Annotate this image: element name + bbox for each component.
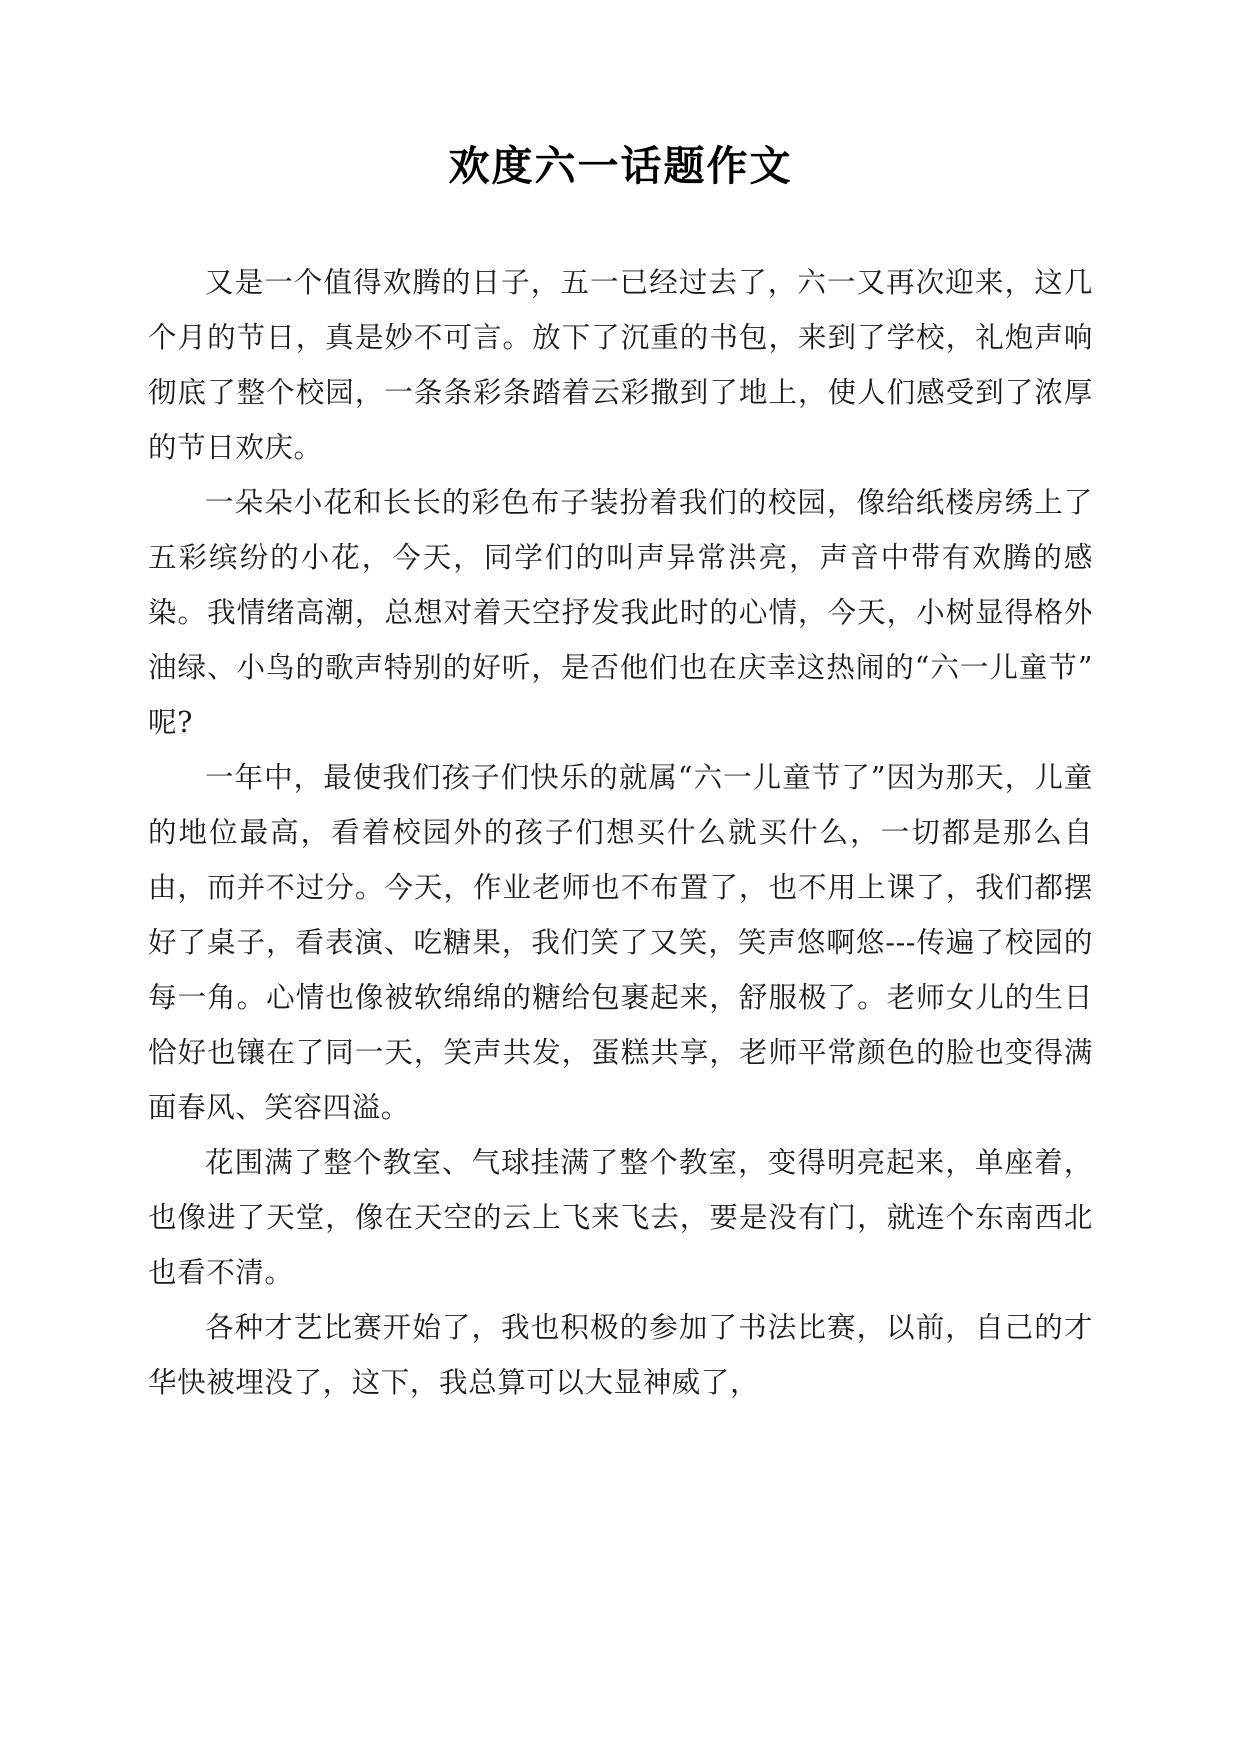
paragraph: 各种才艺比赛开始了，我也积极的参加了书法比赛，以前，自己的才华快被埋没了，这下，我总算可以大显神威了， bbox=[148, 1311, 1093, 1400]
document-body bbox=[148, 255, 1093, 1410]
paragraph: 一年中，最使我们孩子们快乐的就属“六一儿童节了”因为那天，儿童的地位最高，看着校园外的孩子们想买什么就买什么，一切都是那么自由，而并不过分。今天，作业老师也不布置了，也不用上课了，我们都摆好了桌子，看表演、吃糖果，我们笑了又笑，笑声悠啊悠---传遍了校园的每一角。心情也像被软绵绵的糖给包裹起来，舒服极了。老师女儿的生日恰好也镶在了同一天，笑声共发，蛋糕共享，老师平常颜色的脸也变得满面春风、笑容四溢。 bbox=[148, 761, 1093, 1125]
page-title: 欢度六一话题作文 bbox=[448, 142, 793, 190]
paragraph: 又是一个值得欢腾的日子，五一已经过去了，六一又再次迎来，这几个月的节日，真是妙不可言。放下了沉重的书包，来到了学校，礼炮声响彻底了整个校园，一条条彩条踏着云彩撒到了地上，使人们感受到了浓厚的节日欢庆。 bbox=[148, 266, 1093, 465]
paragraph: 一朵朵小花和长长的彩色布子装扮着我们的校园，像给纸楼房绣上了五彩缤纷的小花，今天，同学们的叫声异常洪亮，声音中带有欢腾的感染。我情绪高潮，总想对着天空抒发我此时的心情，今天，小树显得格外油绿、小鸟的歌声特别的好听，是否他们也在庆幸这热闹的“六一儿童节”呢? bbox=[148, 486, 1093, 740]
paragraph: 花围满了整个教室、气球挂满了整个教室，变得明亮起来，单座着，也像进了天堂，像在天空的云上飞来飞去，要是没有门，就连个东南西北也看不清。 bbox=[148, 1146, 1093, 1290]
